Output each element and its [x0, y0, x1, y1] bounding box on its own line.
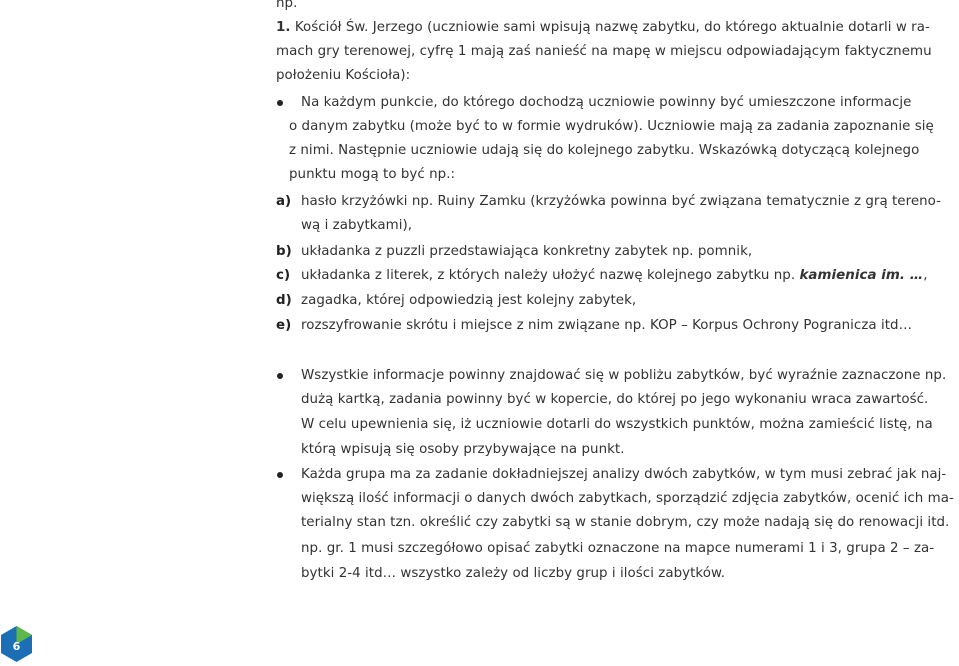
first-bullet-line-1: Na każdym punkcie, do którego dochodzą uczniowie powinny być umieszczone informacje	[301, 95, 912, 110]
hint-c-italic: kamienica im. …	[799, 268, 924, 283]
intro-text-1: Jerzego (uczniowie sami wpisują nazwę zabytku, do którego aktualnie dotarli w ra-	[368, 20, 930, 35]
hint-label-b: b)	[276, 244, 292, 259]
hint-label-e: e)	[276, 318, 292, 333]
page-number: 6	[12, 640, 21, 653]
bullet-dot	[277, 100, 283, 106]
note-1-line-4: którą wpisują się osoby przybywające na punkt.	[301, 442, 625, 457]
hint-b-line-1: układanka z puzzli przedstawiająca konkretny zabytek np. pomnik,	[301, 244, 753, 259]
hint-d-line-1: zagadka, której odpowiedzią jest kolejny zabytek,	[301, 293, 637, 308]
bullet-dot	[277, 373, 283, 379]
note-1-line-2: dużą kartką, zadania powinny być w kopercie, do której po jego wykonaniu wraca zawartość.	[301, 392, 929, 407]
intro-number: 1.	[276, 20, 291, 35]
intro-line-2: mach gry terenowej, cyfrę 1 mają zaś nanieść na mapę w miejscu odpowiadającym faktycznemu	[276, 44, 932, 59]
hint-c-line-1	[301, 266, 928, 286]
note-1-line-1: Wszystkie informacje powinny znajdować się w pobliżu zabytków, być wyraźnie zaznaczone np.	[301, 368, 947, 383]
hint-label-a: a)	[276, 194, 292, 209]
note-2-line-1: Każda grupa ma za zadanie dokładniejszej analizy dwóch zabytków, w tym musi zebrać jak naj-	[301, 467, 947, 482]
hint-a-line-1: hasło krzyżówki np. Ruiny Zamku (krzyżówka powinna być związana tematycznie z grą tereno-	[301, 194, 942, 209]
note-2-line-3: terialny stan tzn. określić czy zabytki są w stanie dobrym, czy może nadają się do renowacji itd.	[301, 515, 950, 530]
hint-label-d: d)	[276, 293, 292, 308]
hint-label-c: c)	[276, 268, 291, 283]
note-2-line-4: np. gr. 1 musi szczegółowo opisać zabytki oznaczone na mapce numerami 1 i 3, grupa 2 – za-	[301, 541, 935, 556]
intro-line-3: położeniu Kościoła):	[276, 68, 411, 83]
hint-c-text: układanka z literek, z których należy ułożyć nazwę kolejnego zabytku np.	[301, 268, 800, 283]
page-number-badge	[1, 626, 32, 662]
hint-c-suffix: ,	[923, 268, 928, 283]
intro-lead: Kościół Św.	[294, 20, 369, 35]
note-2-line-2: większą ilość informacji o danych dwóch zabytkach, sporządzić zdjęcia zabytków, ocenić ich ma-	[301, 491, 954, 506]
header-prefix: np.	[276, 0, 298, 11]
first-bullet-line-4: punktu mogą to być np.:	[289, 167, 456, 182]
hint-a-line-2: wą i zabytkami),	[301, 218, 413, 233]
hint-e-line-1: rozszyfrowanie skrótu i miejsce z nim związane np. KOP – Korpus Ochrony Pogranicza itd…	[301, 318, 913, 333]
bullet-dot	[277, 472, 283, 478]
intro-line-1	[276, 18, 930, 38]
first-bullet-line-2: o danym zabytku (może być to w formie wydruków). Uczniowie mają za zadania zapoznanie się	[289, 119, 934, 134]
first-bullet-line-3: z nimi. Następnie uczniowie udają się do kolejnego zabytku. Wskazówką dotyczącą kolejnego	[289, 143, 920, 158]
note-2-line-5: bytki 2-4 itd… wszystko zależy od liczby grup i ilości zabytków.	[301, 566, 726, 581]
note-1-line-3: W celu upewnienia się, iż uczniowie dotarli do wszystkich punktów, można zamieścić listę, na	[301, 417, 933, 432]
